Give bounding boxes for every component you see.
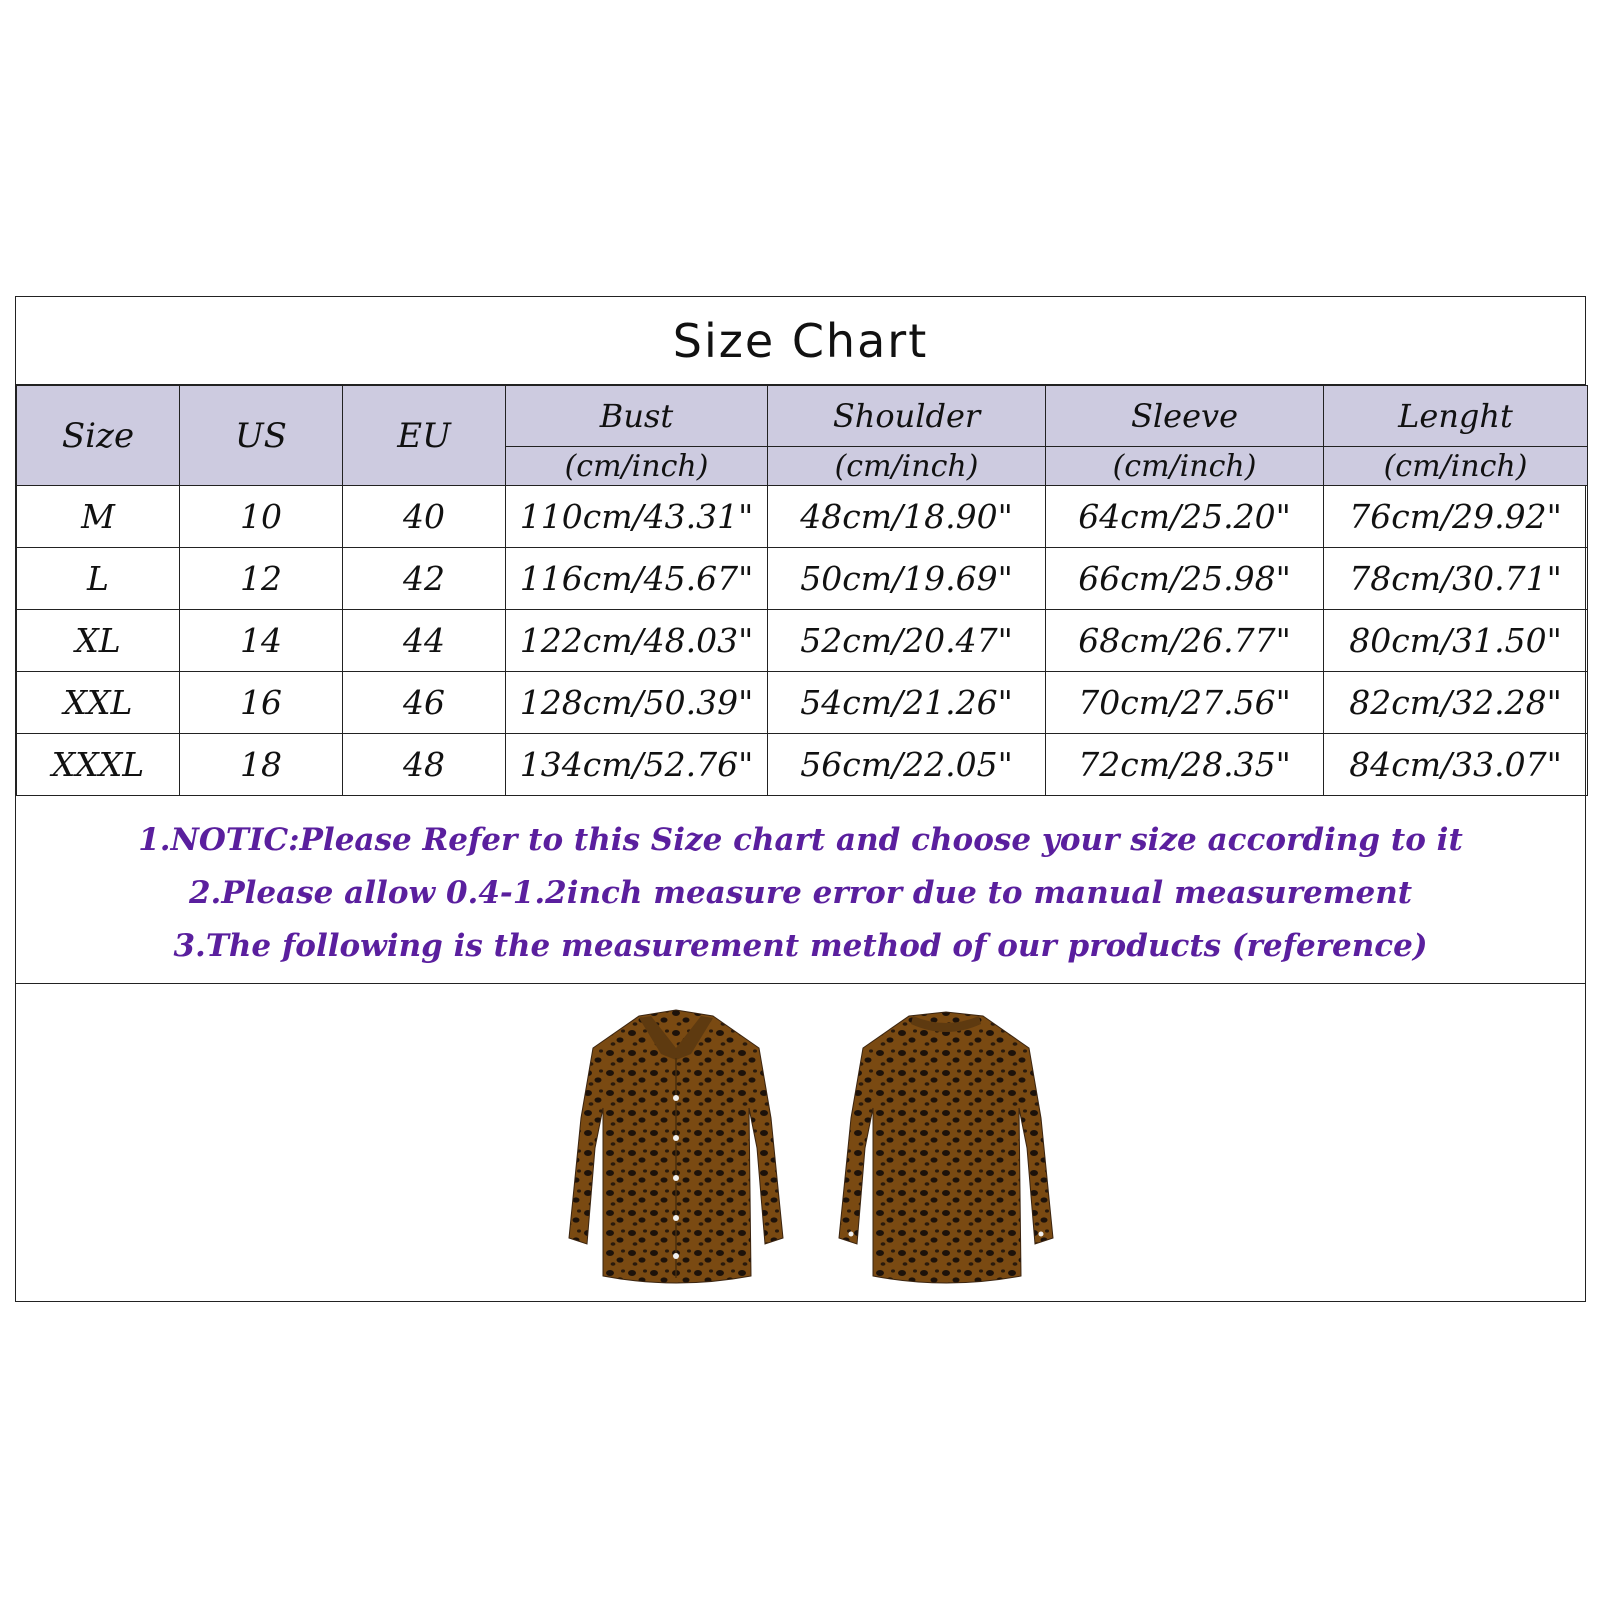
cell-sleeve: 64cm/25.20" <box>1046 486 1324 548</box>
leopard-shirt-front-image <box>561 1008 791 1288</box>
header-sleeve: Sleeve <box>1046 386 1324 447</box>
cell-bust: 110cm/43.31" <box>506 486 768 548</box>
chart-title: Size Chart <box>16 297 1585 385</box>
cell-shoulder: 52cm/20.47" <box>768 610 1046 672</box>
table-row <box>17 486 1588 548</box>
cell-us: 16 <box>180 672 343 734</box>
cell-eu: 40 <box>343 486 506 548</box>
cell-size: XXL <box>17 672 180 734</box>
table-row <box>17 734 1588 796</box>
table-row <box>17 610 1588 672</box>
size-chart-frame <box>15 296 1586 1302</box>
header-length: Lenght <box>1324 386 1588 447</box>
cell-eu: 46 <box>343 672 506 734</box>
cell-size: XL <box>17 610 180 672</box>
header-us: US <box>180 386 343 486</box>
cell-bust: 128cm/50.39" <box>506 672 768 734</box>
header-bust: Bust <box>506 386 768 447</box>
cell-us: 12 <box>180 548 343 610</box>
cell-length: 84cm/33.07" <box>1324 734 1588 796</box>
table-row <box>17 672 1588 734</box>
cell-sleeve: 68cm/26.77" <box>1046 610 1324 672</box>
header-unit-shoulder: (cm/inch) <box>768 447 1046 486</box>
cell-size: XXXL <box>17 734 180 796</box>
cell-shoulder: 54cm/21.26" <box>768 672 1046 734</box>
cell-sleeve: 72cm/28.35" <box>1046 734 1324 796</box>
header-size: Size <box>17 386 180 486</box>
header-shoulder: Shoulder <box>768 386 1046 447</box>
cell-shoulder: 50cm/19.69" <box>768 548 1046 610</box>
cell-eu: 48 <box>343 734 506 796</box>
cell-shoulder: 48cm/18.90" <box>768 486 1046 548</box>
cell-size: L <box>17 548 180 610</box>
leopard-shirt-back-image <box>831 1008 1061 1288</box>
notes-section <box>16 804 1585 984</box>
cell-eu: 42 <box>343 548 506 610</box>
header-unit-length: (cm/inch) <box>1324 447 1588 486</box>
cell-sleeve: 66cm/25.98" <box>1046 548 1324 610</box>
cell-us: 10 <box>180 486 343 548</box>
header-eu: EU <box>343 386 506 486</box>
cell-shoulder: 56cm/22.05" <box>768 734 1046 796</box>
cell-eu: 44 <box>343 610 506 672</box>
size-table <box>16 385 1588 796</box>
cell-us: 14 <box>180 610 343 672</box>
cell-length: 76cm/29.92" <box>1324 486 1588 548</box>
note-1: 1.NOTIC:Please Refer to this Size chart and choose your size according to it <box>138 822 1463 858</box>
cell-size: M <box>17 486 180 548</box>
table-row <box>17 548 1588 610</box>
cell-bust: 122cm/48.03" <box>506 610 768 672</box>
cell-length: 82cm/32.28" <box>1324 672 1588 734</box>
note-2: 2.Please allow 0.4-1.2inch measure error due to manual measurement <box>188 875 1413 911</box>
cell-bust: 134cm/52.76" <box>506 734 768 796</box>
header-unit-sleeve: (cm/inch) <box>1046 447 1324 486</box>
cell-sleeve: 70cm/27.56" <box>1046 672 1324 734</box>
header-unit-bust: (cm/inch) <box>506 447 768 486</box>
cell-bust: 116cm/45.67" <box>506 548 768 610</box>
cell-us: 18 <box>180 734 343 796</box>
note-3: 3.The following is the measurement method of our products (reference) <box>173 928 1428 964</box>
cell-length: 80cm/31.50" <box>1324 610 1588 672</box>
product-images <box>16 984 1585 1300</box>
cell-length: 78cm/30.71" <box>1324 548 1588 610</box>
